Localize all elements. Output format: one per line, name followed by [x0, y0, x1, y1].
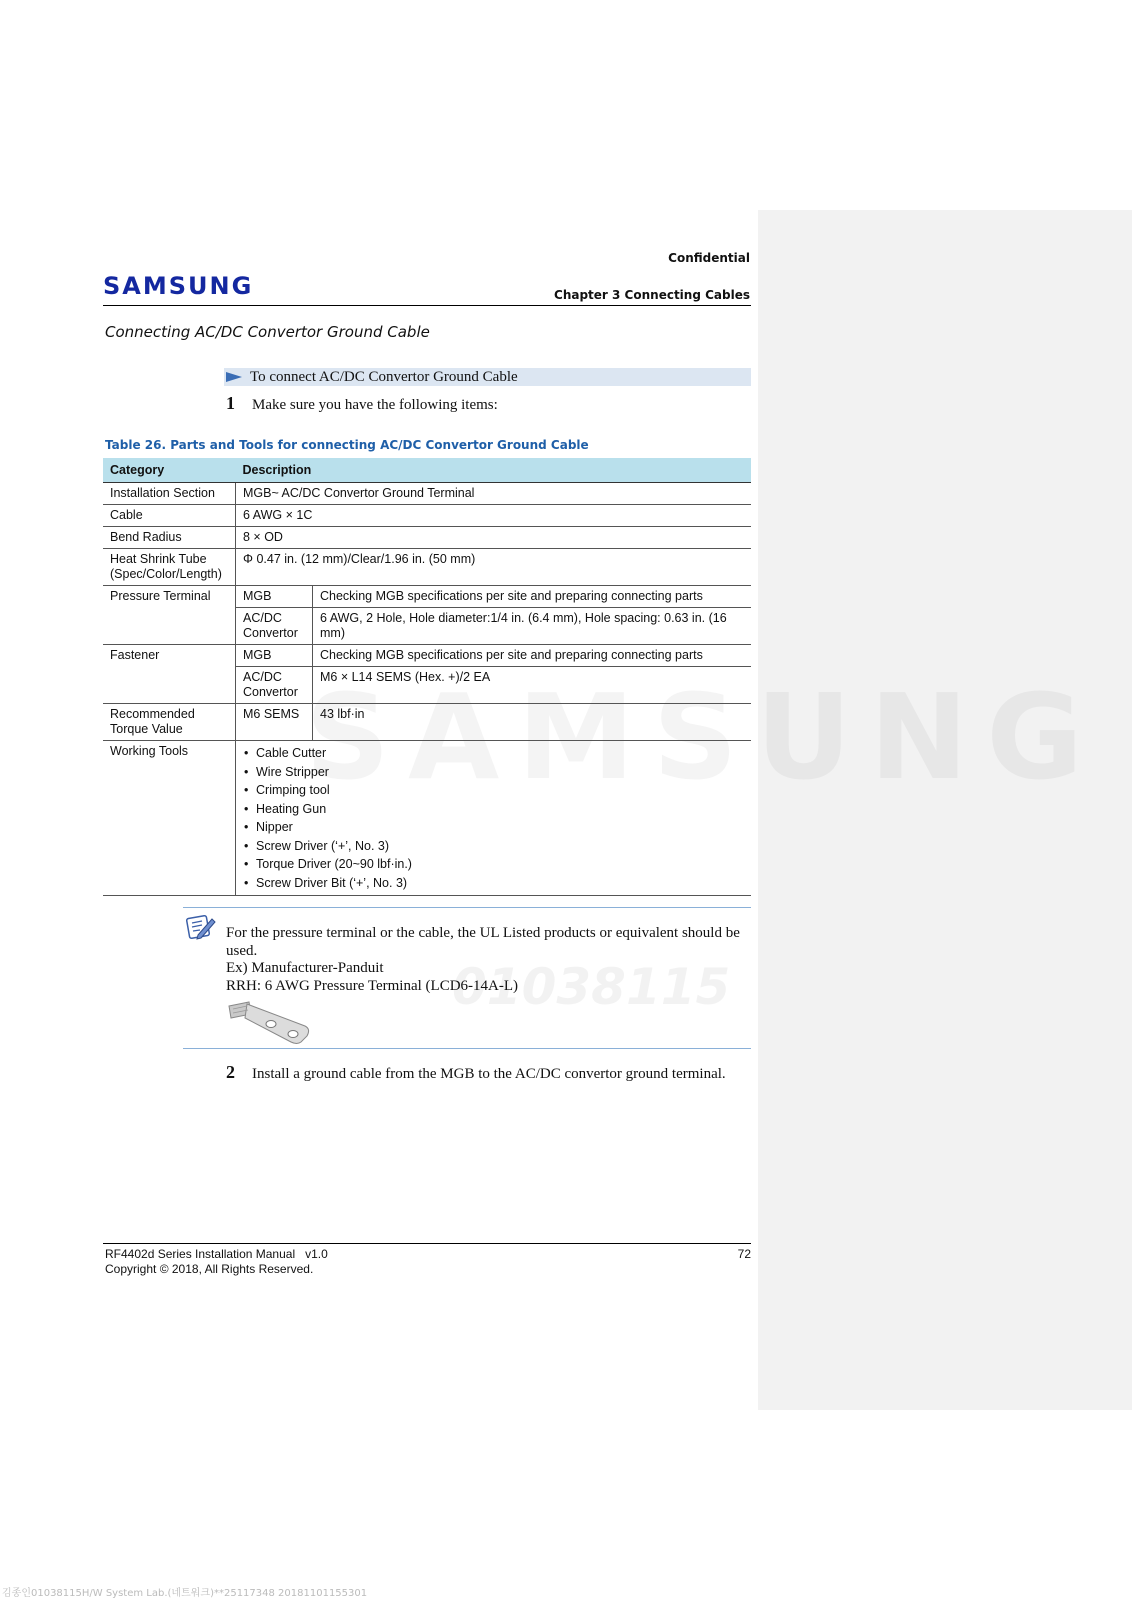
step-number: 2 — [226, 1062, 235, 1082]
page-number: 72 — [737, 1247, 751, 1261]
list-item: • Crimping tool — [243, 781, 744, 800]
table-row — [103, 741, 751, 896]
procedure-text: To connect AC/DC Convertor Ground Cable — [250, 368, 518, 385]
header-category: Category — [103, 458, 236, 483]
print-stamp: 김종인01038115H/W System Lab.(네트워크)**25117348 20181101155301 — [2, 1588, 368, 1599]
table-row — [103, 549, 751, 586]
table-row — [103, 527, 751, 549]
description-cell: 6 AWG × 1C — [236, 505, 752, 527]
copyright: Copyright © 2018, All Rights Reserved. — [105, 1262, 314, 1276]
note-line: For the pressure terminal or the cable, the UL Listed products or equivalent should be used. — [226, 925, 740, 959]
description-cell: 6 AWG, 2 Hole, Hole diameter:1/4 in. (6.4 mm), Hole spacing: 0.63 in. (16 mm) — [313, 608, 752, 645]
note-top-rule — [183, 907, 751, 908]
list-item: • Screw Driver (‘+’, No. 3) — [243, 837, 744, 856]
manual-title: RF4402d Series Installation Manual v1.0 — [105, 1247, 328, 1261]
footer-divider — [103, 1243, 751, 1244]
list-item: • Nipper — [243, 818, 744, 837]
note-line: RRH: 6 AWG Pressure Terminal (LCD6-14A-L) — [226, 977, 519, 994]
category-cell: Cable — [103, 505, 236, 527]
list-item: • Torque Driver (20~90 lbf·in.) — [243, 855, 744, 874]
tools-list — [243, 744, 744, 892]
id-watermark: 01038115 — [452, 958, 731, 1016]
step-1 — [226, 393, 498, 414]
table-row — [103, 505, 751, 527]
samsung-logo: SAMSUNG — [103, 272, 254, 300]
table-row — [103, 645, 751, 667]
note-line: Ex) Manufacturer-Panduit — [226, 960, 384, 976]
list-item: • Heating Gun — [243, 800, 744, 819]
category-cell: Recommended Torque Value — [103, 704, 236, 741]
note-bottom-rule — [183, 1048, 751, 1049]
confidential-label: Confidential — [668, 251, 750, 265]
description-cell: Checking MGB specifications per site and preparing connecting parts — [313, 645, 752, 667]
list-item: • Cable Cutter — [243, 744, 744, 763]
subcategory-cell: AC/DC Convertor — [236, 608, 313, 645]
list-item: • Wire Stripper — [243, 763, 744, 782]
note-text — [226, 925, 751, 995]
step-2 — [226, 1062, 726, 1083]
table-row — [103, 586, 751, 608]
pressure-terminal-illustration — [227, 998, 313, 1051]
category-cell: Working Tools — [103, 741, 236, 896]
description-cell: 43 lbf·in — [313, 704, 752, 741]
step-text: Make sure you have the following items: — [252, 397, 498, 413]
footer-info — [105, 1247, 328, 1277]
table-header-row — [103, 458, 751, 483]
category-cell: Pressure Terminal — [103, 586, 236, 645]
note-pencil-icon — [186, 913, 216, 946]
description-cell: M6 × L14 SEMS (Hex. +)/2 EA — [313, 667, 752, 704]
category-cell: Installation Section — [103, 483, 236, 505]
section-title: Connecting AC/DC Convertor Ground Cable — [105, 323, 430, 341]
header-divider — [103, 305, 751, 306]
step-number: 1 — [226, 393, 235, 413]
category-cell: Heat Shrink Tube (Spec/Color/Length) — [103, 549, 236, 586]
subcategory-cell: MGB — [236, 645, 313, 667]
description-cell: Checking MGB specifications per site and preparing connecting parts — [313, 586, 752, 608]
procedure-arrow-icon — [226, 372, 242, 382]
table-caption: Table 26. Parts and Tools for connecting AC/DC Convertor Ground Cable — [105, 438, 589, 452]
description-cell: Φ 0.47 in. (12 mm)/Clear/1.96 in. (50 mm) — [236, 549, 752, 586]
parts-tools-table — [103, 458, 751, 896]
step-text: Install a ground cable from the MGB to the AC/DC convertor ground terminal. — [252, 1066, 726, 1082]
header-description: Description — [236, 458, 752, 483]
subcategory-cell: AC/DC Convertor — [236, 667, 313, 704]
description-cell: MGB~ AC/DC Convertor Ground Terminal — [236, 483, 752, 505]
chapter-title: Chapter 3 Connecting Cables — [554, 288, 750, 302]
table-row — [103, 704, 751, 741]
category-cell: Fastener — [103, 645, 236, 704]
description-cell: 8 × OD — [236, 527, 752, 549]
table-row — [103, 483, 751, 505]
category-cell: Bend Radius — [103, 527, 236, 549]
subcategory-cell: M6 SEMS — [236, 704, 313, 741]
list-item: • Screw Driver Bit (‘+’, No. 3) — [243, 874, 744, 893]
description-cell — [236, 741, 752, 896]
subcategory-cell: MGB — [236, 586, 313, 608]
procedure-heading — [224, 368, 751, 386]
comment-pane — [758, 210, 1132, 1410]
